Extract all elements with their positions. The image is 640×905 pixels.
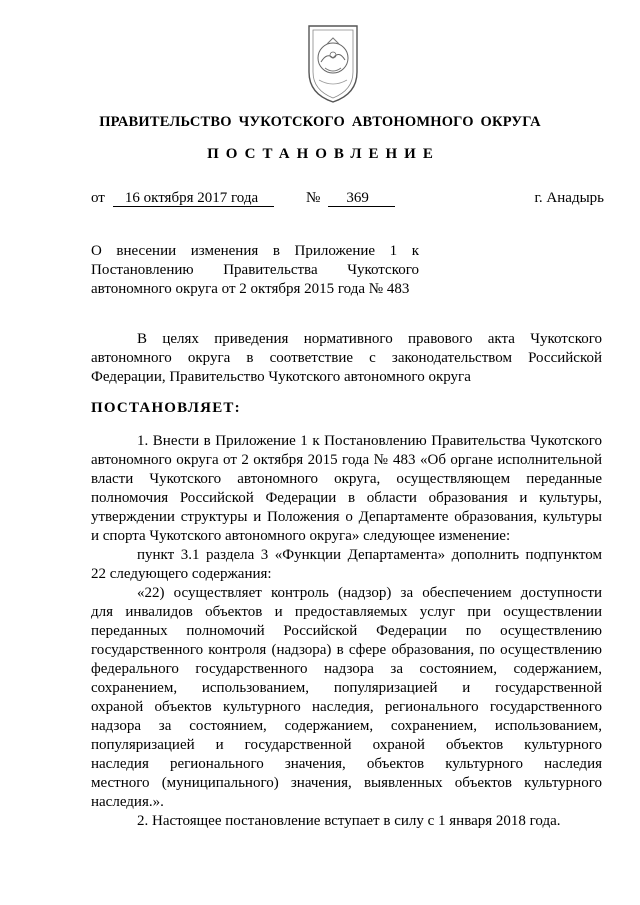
preamble-paragraph	[91, 330, 602, 387]
number-field	[306, 190, 395, 207]
text-line: 1. Внести в Приложение 1 к Постановлению Правительства Чукотского	[137, 433, 602, 449]
text-line: надзора за состоянием, содержанием, сохранением, использованием,	[91, 718, 602, 734]
date-value: 16 октября 2017 года	[113, 190, 274, 207]
document-type-title: ПОСТАНОВЛЕНИЕ	[207, 146, 440, 162]
text-line: 22 следующего содержания:	[91, 566, 272, 582]
resolution-items	[91, 432, 602, 831]
text-line: автономного округа в соответствие с законодательством Российской	[91, 350, 602, 366]
text-line: Федерации, Правительство Чукотского автономного округа	[91, 369, 471, 385]
text-line: власти Чукотского автономного округа, осуществляющем переданные	[91, 471, 602, 487]
text-line: охраной объектов культурного наследия, регионального государственного	[91, 699, 602, 715]
government-name: ПРАВИТЕЛЬСТВО ЧУКОТСКОГО АВТОНОМНОГО ОКРУГА	[99, 114, 541, 130]
document-subject	[91, 242, 419, 299]
city: г. Анадырь	[534, 190, 604, 206]
resolves-heading: ПОСТАНОВЛЯЕТ:	[91, 400, 241, 416]
text-line: В целях приведения нормативного правового акта Чукотского	[137, 331, 602, 347]
number-value: 369	[328, 190, 395, 207]
subject-line: автономного округа от 2 октября 2015 года № 483	[91, 281, 410, 297]
text-line: 2. Настоящее постановление вступает в силу с 1 января 2018 года.	[137, 813, 561, 829]
text-line: и спорта Чукотского автономного округа» следующее изменение:	[91, 528, 511, 544]
subject-line: Постановлению Правительства Чукотского	[91, 262, 419, 278]
text-line: переданных полномочий Российской Федерации по осуществлению	[91, 623, 602, 639]
date-label: от	[91, 190, 105, 206]
date-field	[91, 190, 274, 207]
text-line: «22) осуществляет контроль (надзор) за обеспечением доступности	[137, 585, 602, 601]
text-line: местного (муниципального) значения, выявленных объектов культурного	[91, 775, 602, 791]
text-line: сохранением, использованием, популяризацией и государственной	[91, 680, 602, 696]
number-label: №	[306, 190, 321, 206]
text-line: пункт 3.1 раздела 3 «Функции Департамента» дополнить подпунктом	[137, 547, 602, 563]
text-line: популяризацией и государственной охраной объектов культурного	[91, 737, 602, 753]
subject-line: О внесении изменения в Приложение 1 к	[91, 243, 419, 259]
text-line: автономного округа от 2 октября 2015 года № 483 «Об органе исполнительной	[91, 452, 602, 468]
text-line: государственного контроля (надзора) в сфере образования, по осуществлению	[91, 642, 602, 658]
text-line: наследия.».	[91, 794, 164, 810]
text-line: полномочия Российской Федерации в области образования и культуры,	[91, 490, 602, 506]
text-line: утверждении структуры и Положения о Департаменте образования, культуры	[91, 509, 602, 525]
text-line: федерального государственного надзора за состоянием, содержанием,	[91, 661, 602, 677]
coat-of-arms-icon	[305, 22, 361, 104]
text-line: для инвалидов объектов и предоставляемых услуг при осуществлении	[91, 604, 602, 620]
text-line: наследия регионального значения, объектов культурного наследия	[91, 756, 602, 772]
